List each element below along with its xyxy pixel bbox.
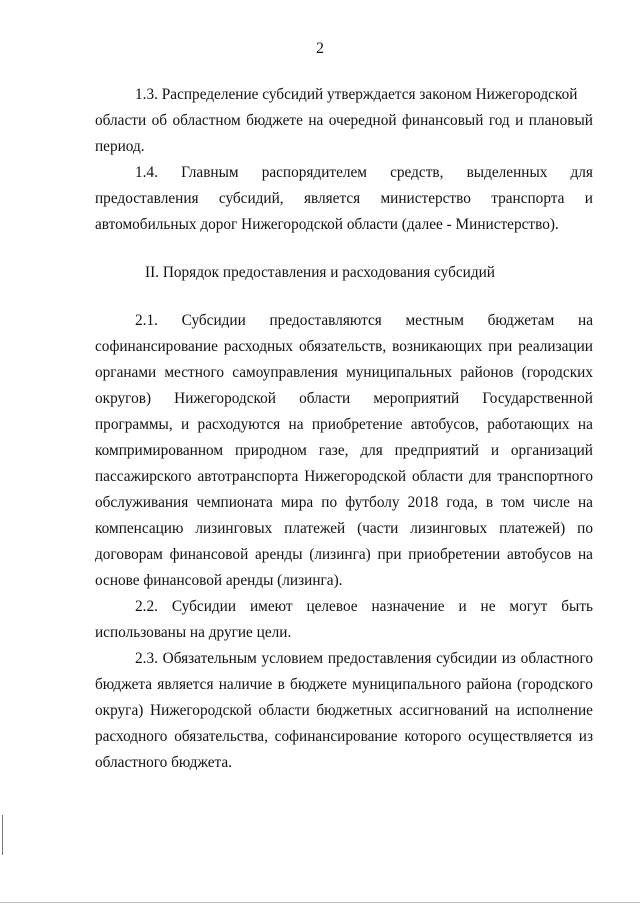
text-line	[135, 308, 593, 334]
word: области	[411, 468, 464, 485]
word: предоставления	[327, 650, 432, 667]
scan-edge-mark	[2, 815, 3, 855]
word: финансовой	[169, 546, 249, 563]
text-line	[95, 698, 593, 724]
word: организаций	[510, 442, 593, 459]
word: и	[458, 598, 467, 615]
word: бюджете	[290, 676, 347, 693]
text-line	[95, 412, 593, 438]
word: области	[258, 702, 310, 719]
word: лизинговых	[195, 520, 273, 537]
word: субсидий,	[218, 190, 284, 207]
word: органами	[95, 364, 157, 381]
word: местным	[405, 312, 464, 329]
word: программы,	[95, 416, 173, 433]
word: на	[494, 702, 510, 719]
text-line: автомобильных дорог Нижегородской области (далее - Министерство).	[95, 216, 559, 233]
text-line	[95, 186, 593, 212]
word: расходуются	[197, 416, 281, 433]
word: и	[490, 442, 499, 459]
text-line: использованы на другие цели.	[95, 624, 292, 641]
word: бюджете	[246, 112, 303, 129]
word: возникающих	[392, 338, 483, 355]
word: Государственной	[482, 390, 593, 407]
word: 2.3.	[135, 650, 158, 667]
text-line	[95, 386, 593, 412]
text-line: областного бюджета.	[95, 754, 233, 771]
word: (городского	[517, 676, 593, 693]
word: на	[578, 312, 593, 329]
word: на	[288, 416, 304, 433]
word: мира	[280, 494, 314, 511]
word: (части	[357, 520, 399, 537]
word: области	[95, 112, 147, 129]
word: об	[151, 112, 168, 129]
word: компенсацию	[95, 520, 184, 537]
word: Нижегородской	[150, 702, 252, 719]
word: Субсидии	[171, 598, 237, 615]
word: на	[577, 416, 593, 433]
word: имеют	[249, 598, 293, 615]
word: на	[578, 494, 593, 511]
word: областного	[520, 650, 593, 667]
word: на	[578, 546, 593, 563]
word: по	[321, 494, 338, 511]
text-line	[95, 490, 593, 516]
word: из	[578, 728, 593, 745]
word: в	[485, 494, 494, 511]
text-line: период.	[95, 138, 145, 155]
text-line	[95, 438, 593, 464]
word: обязательства,	[174, 728, 268, 745]
word: из	[501, 650, 516, 667]
word: предприятий	[394, 442, 479, 459]
word: мероприятий	[373, 390, 460, 407]
text-line	[95, 724, 593, 750]
word: муниципального	[352, 676, 462, 693]
word: платежей)	[499, 520, 566, 537]
text-line	[95, 542, 593, 568]
word: наличие	[218, 676, 273, 693]
word: расходных	[223, 338, 294, 355]
word: ассигнований	[399, 702, 489, 719]
word: 2.1.	[135, 312, 158, 329]
word: обязательств,	[299, 338, 387, 355]
word: автобусов,	[410, 416, 479, 433]
page-number: 2	[316, 40, 324, 57]
word: муниципальных	[346, 364, 452, 381]
word: год	[488, 112, 510, 129]
word: автотранспорта	[197, 468, 299, 485]
word: для	[360, 442, 383, 459]
text-line	[95, 108, 593, 134]
word: 2018	[407, 494, 439, 511]
word: Субсидии	[181, 312, 246, 329]
word: автобусов	[506, 546, 572, 563]
word: реализации	[518, 338, 593, 355]
word: природном	[234, 442, 307, 459]
word: быть	[561, 598, 593, 615]
word: которого	[404, 728, 462, 745]
word: условием	[261, 650, 324, 667]
word: приобретение	[311, 416, 403, 433]
word: бюджета	[95, 676, 153, 693]
word: 1.4.	[135, 164, 158, 181]
text-line: основе финансовой аренды (лизинга).	[95, 572, 343, 589]
word: при	[377, 546, 402, 563]
text-line	[95, 672, 593, 698]
word: газе,	[318, 442, 349, 459]
word: футболу	[345, 494, 400, 511]
word: и	[515, 112, 524, 129]
word: софинансирование	[274, 728, 398, 745]
word: платежей	[284, 520, 346, 537]
word: при	[488, 338, 513, 355]
word: аренды	[255, 546, 303, 563]
word: области	[299, 390, 351, 407]
word: для	[570, 164, 593, 181]
word: пассажирского	[95, 468, 192, 485]
word: (городских	[521, 364, 593, 381]
section-heading: II. Порядок предоставления и расходования субсидий	[145, 264, 495, 281]
word: расходного	[95, 728, 168, 745]
word: округов)	[95, 390, 152, 407]
word: предоставления	[95, 190, 199, 207]
scan-bottom-edge	[0, 902, 640, 903]
word: Главным	[181, 164, 239, 181]
word: чемпионата	[196, 494, 273, 511]
word: исполнение	[516, 702, 593, 719]
word: является	[303, 190, 361, 207]
word: министерство	[380, 190, 471, 207]
text-line: 1.3. Распределение субсидий утверждается законом Нижегородской	[135, 86, 578, 103]
word: и	[181, 416, 190, 433]
word: 2.2.	[135, 598, 158, 615]
word: районов	[460, 364, 514, 381]
word: по	[577, 520, 593, 537]
word: Нижегородской	[174, 390, 276, 407]
word: распорядителем	[261, 164, 367, 181]
word: самоуправления	[232, 364, 338, 381]
text-line	[135, 594, 593, 620]
word: транспортного	[497, 468, 593, 485]
word: компримированном	[95, 442, 224, 459]
word: договорам	[95, 546, 163, 563]
text-line	[135, 160, 593, 186]
word: субсидии	[436, 650, 498, 667]
word: осуществляется	[468, 728, 573, 745]
word: областном	[172, 112, 241, 129]
word: выделенных	[466, 164, 548, 181]
text-line	[95, 464, 593, 490]
word: в	[277, 676, 285, 693]
word: транспорта	[491, 190, 565, 207]
word: предоставляются	[269, 312, 382, 329]
word: года,	[446, 494, 478, 511]
text-line	[95, 360, 593, 386]
text-line	[95, 334, 593, 360]
word: (лизинга)	[309, 546, 371, 563]
word: округа)	[95, 702, 144, 719]
word: целевое	[306, 598, 358, 615]
word: софинансирование	[95, 338, 218, 355]
word: Обязательным	[162, 650, 257, 667]
word: бюджетных	[316, 702, 393, 719]
word: для	[469, 468, 492, 485]
word: является	[157, 676, 214, 693]
word: приобретении	[408, 546, 501, 563]
word: финансовый	[402, 112, 484, 129]
word: лизинговых	[410, 520, 488, 537]
word: обслуживания	[95, 494, 189, 511]
word: назначение	[371, 598, 445, 615]
word: плановый	[528, 112, 593, 129]
word: могут	[509, 598, 548, 615]
text-line	[135, 646, 593, 672]
word: средств,	[390, 164, 444, 181]
word: том	[501, 494, 525, 511]
word: не	[480, 598, 496, 615]
word: работающих	[487, 416, 570, 433]
word: на	[308, 112, 324, 129]
word: числе	[532, 494, 570, 511]
word: Нижегородской	[304, 468, 407, 485]
text-line	[95, 516, 593, 542]
word: района	[466, 676, 512, 693]
word: местного	[164, 364, 225, 381]
word: и	[584, 190, 593, 207]
word: бюджетам	[487, 312, 555, 329]
word: очередной	[328, 112, 397, 129]
